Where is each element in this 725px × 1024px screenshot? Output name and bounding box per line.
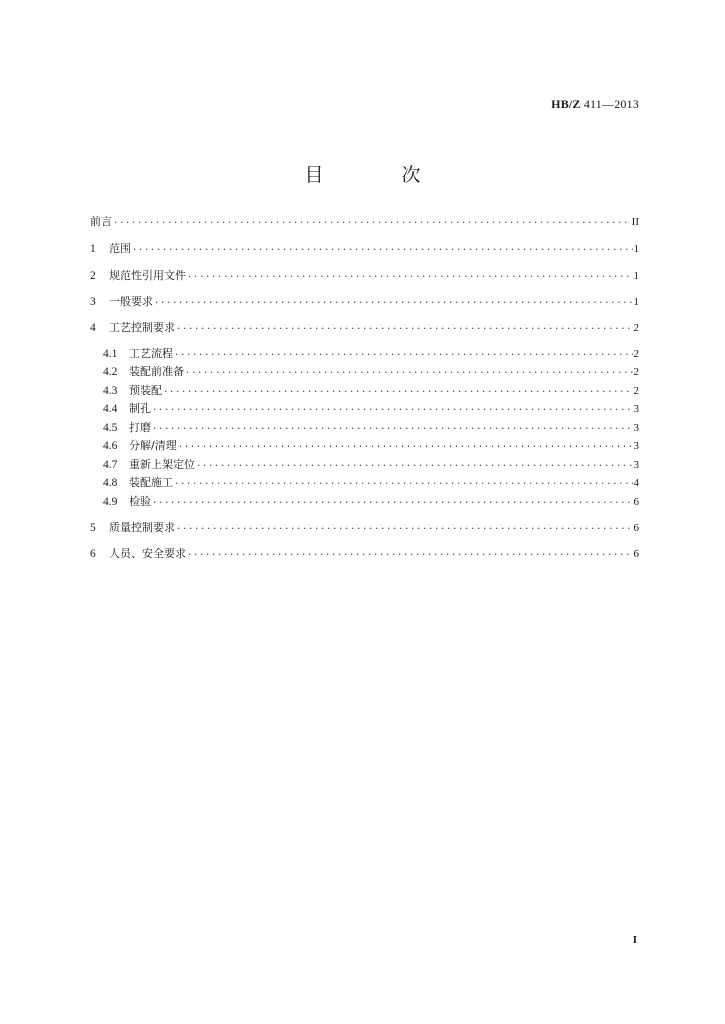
toc-entry-5[interactable] (90, 519, 639, 535)
toc-dot-leader (113, 218, 631, 228)
toc-entry-4-3[interactable] (103, 382, 639, 398)
toc-entry-number: 6 (90, 548, 96, 560)
toc-dot-leader (185, 368, 633, 378)
toc-entry-number: 4.9 (103, 496, 118, 508)
toc-entry-label: 一般要求 (109, 295, 153, 308)
toc-entry-number: 3 (90, 296, 96, 308)
toc-entry-page: 3 (633, 422, 639, 434)
toc-entry-label: 检验 (129, 495, 151, 508)
toc-entry-page: 3 (633, 440, 639, 452)
toc-entry-page: 3 (633, 459, 639, 471)
toc-dot-leader (174, 350, 633, 360)
toc-entry-page: 2 (633, 385, 639, 397)
toc-entry-label: 打磨 (129, 421, 151, 434)
toc-entry-page: 6 (633, 522, 639, 534)
toc-entry-page: 6 (633, 496, 639, 508)
toc-dot-leader (163, 387, 633, 397)
toc-entry-label: 重新上架定位 (129, 458, 195, 471)
toc-entry-number: 4.7 (103, 459, 118, 471)
toc-entry-4-2[interactable] (103, 363, 639, 379)
toc-entry-4-7[interactable] (103, 456, 639, 472)
toc-entry-number: 4.2 (103, 366, 118, 378)
toc-entry-number: 4 (90, 322, 96, 334)
toc-entry-page: 6 (633, 548, 639, 560)
toc-entry-page: 2 (633, 322, 639, 334)
toc-entry-number: 4.8 (103, 477, 118, 489)
toc-entry-4-9[interactable] (103, 493, 639, 509)
toc-entry-page: 1 (633, 270, 639, 282)
toc-dot-leader (178, 442, 633, 452)
toc-dot-leader (152, 424, 633, 434)
toc-entry-label: 人员、安全要求 (109, 547, 186, 560)
toc-entry-label: 范围 (109, 242, 131, 255)
toc-entry-number: 2 (90, 270, 96, 282)
toc-entry-number: 4.5 (103, 422, 118, 434)
toc-entry-4-4[interactable] (103, 400, 639, 416)
toc-dot-leader (176, 524, 633, 534)
toc-dot-leader (154, 298, 633, 308)
toc-entry-3[interactable] (90, 293, 639, 309)
toc-entry-page: 4 (633, 477, 639, 489)
toc-dot-leader (174, 479, 633, 489)
toc-entry-number: 4.6 (103, 440, 118, 452)
toc-entry-2[interactable] (90, 267, 639, 283)
toc-dot-leader (196, 461, 633, 471)
toc-entry-page: 1 (633, 243, 639, 255)
document-code-prefix: HB/Z (551, 97, 581, 111)
toc-entry-label: 制孔 (129, 402, 151, 415)
toc-entry-4-1[interactable] (103, 345, 639, 361)
toc-entry-4-5[interactable] (103, 419, 639, 435)
document-code (551, 97, 639, 112)
toc-entry-page: 1 (633, 296, 639, 308)
toc-entry-label: 工艺控制要求 (109, 321, 175, 334)
toc-dot-leader (152, 405, 633, 415)
toc-entry-4[interactable] (90, 319, 639, 335)
toc-entry-6[interactable] (90, 545, 639, 561)
toc-entry-page: 2 (633, 366, 639, 378)
toc-entry-1[interactable] (90, 240, 639, 256)
toc-entry-foreword[interactable] (90, 213, 639, 229)
toc-dot-leader (176, 324, 633, 334)
toc-dot-leader (132, 245, 633, 255)
toc-entry-page: 2 (633, 348, 639, 360)
toc-entry-label: 工艺流程 (129, 347, 173, 360)
toc-entry-label: 质量控制要求 (109, 521, 175, 534)
toc-entry-number: 1 (90, 243, 96, 255)
toc-entry-page: 3 (633, 403, 639, 415)
toc-entry-number: 5 (90, 522, 96, 534)
document-code-number: 411—2013 (580, 97, 639, 111)
toc-entry-4-6[interactable] (103, 437, 639, 453)
toc-entry-number: 4.4 (103, 403, 118, 415)
toc-entry-page: II (631, 216, 639, 228)
toc-title: 目 次 (304, 164, 457, 186)
toc-entry-number: 4.1 (103, 348, 118, 360)
toc-entry-4-8[interactable] (103, 474, 639, 490)
toc-entry-number: 4.3 (103, 385, 118, 397)
toc-entry-label: 规范性引用文件 (109, 269, 186, 282)
toc-entry-label: 预装配 (129, 384, 162, 397)
toc-entry-label: 装配施工 (129, 476, 173, 489)
page-number: I (632, 934, 637, 946)
toc-entry-label: 分解/清理 (129, 439, 177, 452)
toc-dot-leader (187, 272, 633, 282)
toc-entry-label: 装配前准备 (129, 365, 184, 378)
toc-dot-leader (187, 550, 633, 560)
toc-entry-label: 前言 (90, 215, 112, 228)
toc-dot-leader (152, 498, 633, 508)
